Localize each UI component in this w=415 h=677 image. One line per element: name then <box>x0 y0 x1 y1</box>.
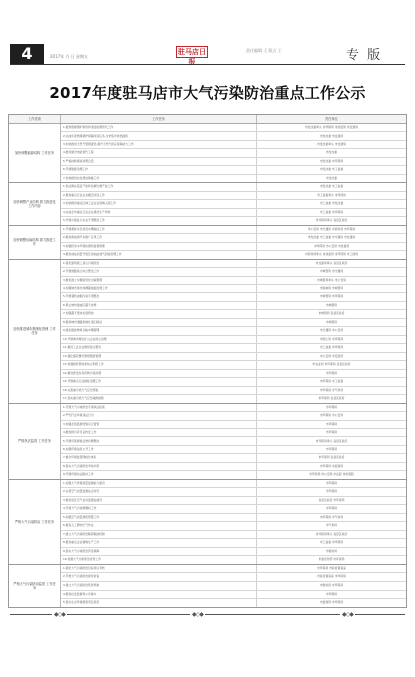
header-rule <box>10 64 405 65</box>
table-row <box>61 277 406 285</box>
unit-cell: 市发改委 市工信委 <box>319 167 344 172</box>
table-row <box>61 548 406 556</box>
unit-cell: 市发改委 市住建局 <box>319 133 344 138</box>
table-row <box>61 531 406 539</box>
table-row <box>61 192 406 200</box>
task-cell: 2.推进新能源汽车推广应用工作 <box>61 234 257 241</box>
task-cell: 5.严格控制煤炭消费总量 <box>61 158 257 165</box>
task-cell: 15.开展重点行业提标治理工作 <box>61 378 257 385</box>
unit-cell: 市工信委 市环保局 <box>319 345 344 350</box>
table-row <box>61 183 406 191</box>
task-cell: 4.推进社会监督和公众参与 <box>61 591 257 599</box>
unit-cell: 市交通局 市公安局 <box>319 328 344 333</box>
unit-cell: 市工信委 市环保局 <box>319 209 344 214</box>
task-cell: 2.开展道路扬尘综合整治工作 <box>61 268 257 275</box>
document-title: 2017年度驻马店市大气污染防治重点工作公示 <box>49 84 366 102</box>
table-row <box>61 336 406 344</box>
page-number: 4 <box>10 44 44 64</box>
table-row <box>61 158 406 166</box>
table-row <box>61 488 406 496</box>
table-row <box>61 302 406 310</box>
task-cell: 4.开展大气污染源解析工作 <box>61 505 257 512</box>
task-cell: 14.推进挥发性有机物污染治理 <box>61 370 257 377</box>
table-row <box>61 217 406 224</box>
task-cell: 6.开展散煤治理工作 <box>61 166 257 173</box>
unit-cell: 市环保局 市监察局 <box>319 463 344 468</box>
table-row <box>61 412 406 420</box>
task-cell: 1.强化大气污染防治目标责任考核 <box>61 565 257 573</box>
task-cell: 7.加快推进农村清洁取暖工作 <box>61 175 257 182</box>
table-row <box>61 310 406 318</box>
unit-cell: 市发改委 市环保局 <box>319 158 344 163</box>
unit-cell: 市环保局 市公安局 <box>319 413 344 418</box>
table-group <box>9 260 406 404</box>
table-group <box>9 404 406 480</box>
unit-cell: 市环保局牵头 各县区政府 <box>315 218 348 223</box>
task-cell: 1.开展大气污染防治专项执法检查 <box>61 404 257 411</box>
group-rows <box>61 226 406 259</box>
task-cell: 2.完善空气质量监测站点布设 <box>61 488 257 495</box>
task-cell: 11.推进工业企业堆场扬尘整治 <box>61 344 257 351</box>
table-row <box>61 378 406 386</box>
task-cell: 2.开展大气污染防治督导检查 <box>61 573 257 581</box>
table-group <box>9 183 406 225</box>
unit-cell: 市政府督查室 市环保局 <box>317 574 346 579</box>
table-row <box>61 421 406 429</box>
group-category: 加快调整产业结构 着力推进化工作内容 <box>9 183 61 224</box>
unit-cell: 市环保局 市公安局 市法院 市检察院 <box>309 472 354 477</box>
unit-cell: 市环保局 <box>325 480 338 485</box>
table-row <box>61 446 406 454</box>
unit-cell: 市环保局 <box>325 506 338 511</box>
unit-cell: 市城管局 <box>325 302 338 307</box>
task-cell: 7.健全环境监管网格化体系 <box>61 454 257 461</box>
table-row <box>61 471 406 478</box>
unit-cell: 市公安局 市安监局 <box>319 353 344 358</box>
unit-cell: 市农业局 市环保局 各县区政府 <box>312 362 351 367</box>
unit-cell: 市城管局 市环保局 <box>319 294 344 299</box>
table-group <box>9 565 406 607</box>
work-table <box>8 114 407 608</box>
task-cell: 8.落实大气污染防治考核问责 <box>61 463 257 470</box>
task-cell: 4.推进油品质量升级及加油站油气回收治理工作 <box>61 251 257 258</box>
table-row <box>61 556 406 563</box>
table-row <box>61 599 406 607</box>
unit-cell: 市环保局 <box>325 430 338 435</box>
table-row <box>61 505 406 513</box>
table-row <box>61 226 406 234</box>
unit-cell: 市发改委牵头 市环保局 市质监局 市住建局 <box>304 125 358 130</box>
task-cell: 10.加强大气污染防治宣传工作 <box>61 556 257 563</box>
table-row <box>61 591 406 600</box>
table-row <box>61 387 406 395</box>
unit-cell: 市城管局 市交通局 <box>319 269 344 274</box>
table-row <box>61 175 406 182</box>
unit-cell: 市园林局 市城管局 <box>319 286 344 290</box>
task-cell: 4.完成全市重点行业企业清洁生产审核 <box>61 209 257 216</box>
task-cell: 4.推进排污许可证核发工作 <box>61 429 257 436</box>
task-cell: 3.推进渣土车辆密闭化运输管理 <box>61 277 257 284</box>
table-header <box>9 115 406 124</box>
unit-cell: 市财政局 市环保局 <box>319 583 344 588</box>
task-cell: 1.推进燃煤锅炉拆改和清洁能源替代工作 <box>61 124 257 131</box>
unit-cell: 市发改委牵头 市住建局 <box>317 141 346 146</box>
table-row <box>61 480 406 488</box>
task-cell: 8.推进城市道路机械化清扫保洁 <box>61 319 257 326</box>
task-cell: 1.强化建筑施工扬尘污染防治 <box>61 260 257 267</box>
unit-cell: 市环保局 市气象局 <box>319 514 344 519</box>
table-row <box>61 285 406 293</box>
table-row <box>61 463 406 471</box>
table-row <box>61 166 406 174</box>
unit-cell: 市气象局 <box>325 523 338 528</box>
table-row <box>61 268 406 276</box>
issue-date: 2017年 月 日 星期五 <box>50 54 88 59</box>
task-cell: 4.加强城市绿化和裸露地面治理工作 <box>61 285 257 292</box>
unit-cell: 市环保局 市气象局 <box>319 387 344 392</box>
unit-cell: 市住建局牵头 各县区政府 <box>315 260 348 265</box>
task-cell: 5.开展小散乱污企业专项整治工作 <box>61 217 257 224</box>
task-cell: 1.加强大气环境质量监测能力建设 <box>61 480 257 487</box>
table-group <box>9 226 406 260</box>
table-row <box>61 522 406 530</box>
group-category: 严格大气污染防治监管 工作任务 <box>9 565 61 607</box>
table-row <box>61 327 406 335</box>
task-cell: 1.开展黄标车及老旧车辆淘汰工作 <box>61 226 257 233</box>
unit-cell: 市环保局 各县区政府 <box>318 396 345 401</box>
task-cell: 2.推进重点行业企业搬迁改造工作 <box>61 192 257 199</box>
unit-cell: 市城管局牵头 市公安局 <box>317 277 346 282</box>
group-category: 加快调整运输结构 着力推进工作 <box>9 226 61 259</box>
unit-cell: 市环保局 <box>325 489 338 494</box>
unit-cell: 市环保局牵头 各县区政府 <box>315 531 348 536</box>
group-category: 加快推进城市精细化管理 工作任务 <box>9 260 61 403</box>
editor-line: 责任编辑 王 版式 王 <box>246 48 282 53</box>
unit-cell: 市监察局 市环保局 <box>319 600 344 605</box>
task-cell: 5.加强空气质量预报预警工作 <box>61 514 257 521</box>
table-row <box>61 243 406 251</box>
unit-cell: 市工信委牵头 市环保局 <box>317 192 346 197</box>
header-task: 工作任务 <box>61 115 257 123</box>
task-cell: 2.严厉打击环境违法行为 <box>61 412 257 419</box>
task-cell: 3.加强在线监测设施运行监管 <box>61 421 257 428</box>
task-cell: 6.加强环境信息公开工作 <box>61 446 257 453</box>
table-row <box>61 582 406 591</box>
unit-cell: 市环保局 <box>325 421 338 426</box>
unit-cell: 市商务局牵头 市质监局 市环保局 市工商局 <box>304 252 358 257</box>
unit-cell: 市环保局 <box>325 591 338 596</box>
task-cell: 12.强化烟花爆竹禁燃限放管理 <box>61 353 257 360</box>
task-cell: 13.加强秸秆禁烧和综合利用工作 <box>61 361 257 368</box>
table-row <box>61 370 406 378</box>
group-rows <box>61 404 406 479</box>
unit-cell: 市工信委 市发改委 <box>319 201 344 206</box>
unit-cell: 市发改委 市工信委 市交通局 市住建局 <box>307 235 356 240</box>
task-cell: 16.完善重污染天气应急预案 <box>61 387 257 394</box>
group-category: 加快调整能源结构 工作任务 <box>9 124 61 182</box>
task-cell: 7.建立大气污染防治联防联控机制 <box>61 531 257 538</box>
table-group <box>9 480 406 565</box>
table-row <box>61 497 406 505</box>
unit-cell: 市工信委 市环保局 <box>319 540 344 545</box>
masthead-logo: 驻马店日报 <box>178 47 206 66</box>
group-rows <box>61 124 406 182</box>
table-row <box>61 344 406 352</box>
task-cell: 3.加强机动车环保检测和监督管理 <box>61 243 257 250</box>
task-cell: 7.加强露天焚烧垃圾管控 <box>61 310 257 317</box>
table-row <box>61 565 406 574</box>
unit-cell: 市财政局 <box>325 548 338 553</box>
task-cell: 9.开展环境执法联动工作 <box>61 471 257 478</box>
group-rows <box>61 565 406 607</box>
unit-cell: 市发改委 <box>325 150 338 155</box>
task-cell: 10.开展城市周边矿山企业扬尘治理 <box>61 336 257 343</box>
table-row <box>61 234 406 242</box>
table-row <box>61 209 406 217</box>
unit-cell: 各县区政府 市环保局 <box>318 497 345 502</box>
table-row <box>61 404 406 412</box>
table-row <box>61 429 406 437</box>
table-row <box>61 141 406 149</box>
page-footer <box>10 612 405 628</box>
task-cell: 5.落实生态环境损害责任追究 <box>61 599 257 607</box>
task-cell: 5.开展环保督察反馈问题整改 <box>61 437 257 444</box>
task-cell: 6.推进人工影响天气作业 <box>61 522 257 529</box>
table-row <box>61 293 406 301</box>
unit-cell: 市城管局 各县区政府 <box>318 311 345 316</box>
group-rows <box>61 260 406 403</box>
task-cell: 3.加快推进重点区域工业企业退城入园工作 <box>61 200 257 207</box>
header-category: 工作类别 <box>9 115 61 123</box>
unit-cell: 市环保局 市政府督查室 <box>317 565 346 570</box>
table-row <box>61 149 406 157</box>
table-group <box>9 124 406 183</box>
table-row <box>61 124 406 132</box>
unit-cell: 市环保局牵头 各县区政府 <box>315 438 348 443</box>
section-title: 专 版 <box>346 48 383 63</box>
table-row <box>61 319 406 327</box>
task-cell: 3.推进县区空气自动监测站建设 <box>61 497 257 504</box>
task-cell: 2.完成年度燃煤锅炉拆除改造任务,全市集中供热面积 <box>61 132 257 139</box>
group-rows <box>61 183 406 224</box>
footer-ornament: ◆◇◆ <box>342 611 353 618</box>
task-cell: 9.落实大气污染防治资金保障 <box>61 548 257 555</box>
table-row <box>61 539 406 547</box>
unit-cell: 市环保局 各县区政府 <box>318 455 345 460</box>
group-category: 严格执法监管 工作任务 <box>9 404 61 479</box>
header-unit: 责任单位 <box>325 117 338 121</box>
table-body <box>9 124 406 607</box>
task-cell: 8.推进重点企业错峰生产工作 <box>61 539 257 546</box>
task-cell: 1.依法淘汰落后产能和化解过剩产能工作 <box>61 183 257 190</box>
unit-cell: 市公安局 市交通局 市商务局 市环保局 <box>307 226 356 231</box>
group-rows <box>61 480 406 564</box>
footer-ornament: ◆◇◆ <box>54 611 65 618</box>
task-cell: 3.建立大气污染防治奖惩机制 <box>61 582 257 590</box>
table-row <box>61 395 406 402</box>
table-row <box>61 200 406 208</box>
unit-cell: 市国土局 市环保局 <box>319 336 344 341</box>
unit-cell: 市发改委 <box>325 175 338 180</box>
unit-cell: 市发改委 市工信委 <box>319 184 344 189</box>
table-row <box>61 132 406 140</box>
task-cell: 6.禁止城市建成区露天烧烤 <box>61 302 257 309</box>
task-cell: 3.加快推进天然气管网建设,提升天然气供应保障能力工作 <box>61 141 257 148</box>
unit-cell: 市城管局 <box>325 319 338 324</box>
table-row <box>61 437 406 445</box>
table-row <box>61 353 406 361</box>
table-row <box>61 454 406 462</box>
table-row <box>61 260 406 268</box>
unit-cell: 市环保局 <box>325 404 338 409</box>
table-row <box>61 361 406 369</box>
table-row <box>61 514 406 522</box>
unit-cell: 市环保局 <box>325 370 338 375</box>
table-row <box>61 573 406 582</box>
table-row <box>61 251 406 258</box>
unit-cell: 市环保局 市公安局 市质监局 <box>313 243 350 248</box>
page-header <box>10 44 405 68</box>
task-cell: 5.开展餐饮油烟污染专项整治 <box>61 293 257 300</box>
task-cell: 17.落实重污染天气应急减排措施 <box>61 395 257 402</box>
footer-ornament: ◆◇◆ <box>192 611 203 618</box>
unit-cell: 市委宣传部 市环保局 <box>318 557 345 562</box>
unit-cell: 市环保局 市工信委 <box>319 379 344 384</box>
group-category: 严格大气污染防治 工作任务 <box>9 480 61 564</box>
task-cell: 4.推进建设电能替代工程 <box>61 149 257 156</box>
task-cell: 9.强化散装物料运输车辆管理 <box>61 327 257 334</box>
unit-cell: 市环保局 <box>325 446 338 451</box>
